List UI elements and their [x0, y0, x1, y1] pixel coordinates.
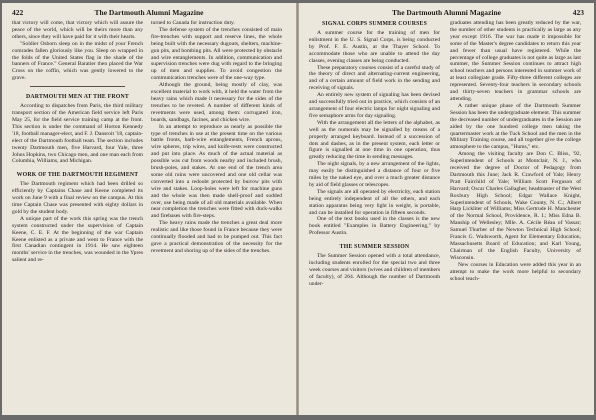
paragraph: One of the text books used in the classes is the new book entitled "Examples in Battery Engineering," by Professor Austin. — [309, 216, 440, 237]
paragraph: The Dartmouth regiment which had been drilled so efficiently by Captains Chase and Keene completed its work on June 9 with a final review on the campus. At this time Captain Chase was presented with eighty dollars in gold by the student body. — [12, 181, 143, 215]
paragraph: A rather unique phase of the Dartmouth Summer Session has been the undergraduate element. This summer the decreased number of undergraduates in the Session are aided by the one hundred college men taking the quartermaster work at the Tuck School and the men in the Military Training course, and all together give the college atmosphere to the campus, "Hums," etc. — [450, 102, 581, 151]
paragraph: A summer course for the training of men for enlistment in the U. S. Signal Corps, is being conducted by Prof. F. E. Austin, at the Thayer School. To accommodate those who are unable to attend the day classes, evening classes are being conducted. — [309, 30, 440, 64]
running-title-right: The Dartmouth Alumni Magazine — [392, 8, 501, 17]
paragraph: graduates attending has been greatly reduced by the war, the number of other students is practically as large as any year except 1916. The war has made it impossible for some of the Master's degree candidates to return this year and fewer than usual have registered. While the percentage of college graduates is not quite as large as last summer, the Summer Session continues to attract high school teachers and persons interested in summer work of at least collegiate grade. Fifty-three different colleges are represented. Seventy-four teachers in secondary schools and thirty-seven teachers in grammar schools are attending. — [450, 20, 581, 102]
right-page — [299, 3, 594, 415]
paragraph: that victory will come, that victory which will assure the peace of the world, which will be theirs more than any others, since they will have paid for it with their hearts. — [12, 20, 143, 40]
right-page-header — [309, 8, 584, 20]
page-number-right: 423 — [572, 8, 584, 17]
left-page-header — [12, 8, 286, 20]
paragraph: Although the ground, being mostly of clay, was excellent material to work with, it held the water from the heavy rains which made it necessary for the sides of the trenches to be reveted. A number of different kinds of revetments were used, among them: corrugated iron, boards, sandbags, facines, and chicken wire. — [151, 82, 282, 123]
paragraph: A unique part of the work this spring was the trench system constructed under the supervision of Captain Keene, C. E. F. At the beginning of the war Captain Keene enlisted as a private and went to France with the first Canadian contingent in 1914. He saw eighteen months' service in the trenches, was wounded in the Ypres salient and re- — [12, 215, 143, 264]
left-page-column-1 — [12, 20, 143, 412]
paragraph: The heavy rains made the trenches a great deal more realistic and like those found in France because they were continually flooded and had to be pumped out. This fact gave a practical demonstration of the necessity for the revetment and shoring up of the sides of the trenches. — [151, 220, 282, 254]
paragraph: New courses in Education were added this year in an attempt to make the work more helpful to secondary school teach- — [450, 261, 581, 282]
left-page-column-2 — [151, 20, 282, 412]
heading-work-of-the-dartmouth-regiment: WORK OF THE DARTMOUTH REGIMENT — [16, 172, 139, 179]
right-page-column-1 — [309, 20, 440, 412]
paragraph: The defense system of the trenches consisted of main fire-trenches with support and reserve lines, the whole being built with the necessary dugouts, shelters, machine-gun pits, and bombing pits. All were protected by obstacle and wire entanglements. In addition, communication and supervision trenches were dug with regard to the bringing up of men and supplies. To avoid congestion the communication trenches were of the one-way type. — [151, 26, 282, 82]
paragraph: turned to Canada for instruction duty. — [151, 20, 235, 26]
left-page — [2, 3, 296, 415]
paragraph: These preparatory courses consist of a careful study of the theory of direct and alternating-current engineering, and of a certain amount of field work in the sending and receiving of signals. — [309, 64, 440, 92]
right-page-column-2 — [450, 20, 581, 412]
paragraph: Among the visiting faculty are Don C. Bliss, '92, Superintendent of Schools at Montclair, N. J., who received the degree of Doctor of Pedagogy from Dartmouth this June; Jack R. Crawford of Yale; Henry Pratt Fairchild of Yale; William Scott Ferguson of Harvard; Oscar Charles Gallagher, headmaster of the West Roxbury High School; Edgar Wallace Knight, Superintendent of Schools, Wake County, N. C.; Albert Harp Lickliter of Williams; Miss Gertrude H. Manchester of the Normal School, Providence, R. I.; Miss Edna B. Manship of Wellesley; Mlle. A. Cécile Réau of Vassar; Samuel Thurber of the Newton Technical High School; Francis G. Wadsworth, Agent for Elementary Education, Massachusetts Board of Education; and Karl Young, Chairman of the English Faculty, University of Wisconsin. — [450, 151, 581, 261]
section-divider — [30, 86, 125, 87]
paragraph: In an attempt to reproduce as nearly as possible the type of trenches in use at the present time on the various battle fronts, barb-wire entanglements, French aprons, wire spheres, trip wires, and knife-rests were constructed and put into place. As much of the actual material as possible was cut from woods nearby and included brush, brush-poles, and stakes. At one end of the trench area some old ruins were uncovered and one old cellar was converted into a redoubt protected by burrow pits with wire and stakes. Loop-holes were left for machine guns and the whole was then made shell-proof and sodded over, use being made of all old materials available. When near completion the trenches were fitted with duck-walks and firebases with fire-steps. — [151, 123, 282, 220]
page-number-left: 422 — [12, 8, 24, 17]
paragraph: "Soldier Osborn sleep on in the midst of your French comrades fallen gloriously like you. Sleep on wrapped in the folds of the United States flag in the shade of the banners of France." General Baratier then placed the War Cross on the coffin, which was gently lowered to the grave. — [12, 40, 143, 82]
running-title-left: The Dartmouth Alumni Magazine — [94, 8, 204, 17]
paragraph: The night signals, by a new arrangement of the lights, may easily be distinguished a distance of four or five miles by the naked eye, and over a much greater distance by aid of field glasses or telescopes. — [309, 161, 440, 188]
paragraph: The signals are all operated by electricity, each station being entirely independent of all the others, and each station apparatus being very light in weight, is portable, and can be installed for operation in fifteen seconds. — [309, 188, 440, 216]
paragraph: An entirely new system of signaling has been devised and successfully tried out in practice, which consists of an arrangement of four electric lamps for night signaling and five semaphore arms for day signaling. — [309, 92, 440, 119]
paragraph: According to dispatches from Paris, the third military transport section of the American field service left Paris May 25, for the field service training camp at the front. This section is under the command of Horton Kennedy '18, football manager-elect, and F. J. Dansroit '18, captain-elect of the Dartmouth football team. The section includes twenty Dartmouth men, five Harvard, four Yale, three Johns Hopkins, two Chicago men, and one man each from Columbia, Williams, and Michigan. — [12, 103, 143, 165]
paragraph: With the arrangement all the letters of the alphabet, as well as the numerals may be signalled by means of a properly arranged keyboard. Instead of a succession of dots and dashes, as in the present system, each letter or figure is signalled at one time in one operation, thus greatly reducing the time in sending messages. — [309, 119, 440, 161]
heading-dartmouth-men-at-the-front: DARTMOUTH MEN AT THE FRONT — [26, 94, 129, 101]
heading-the-summer-session: THE SUMMER SESSION — [339, 244, 410, 251]
paragraph: The Summer Session opened with a total attendance, including students enrolled for the special two and three week courses and visitors (wives and children of members of faculty), of 264. Although the number of Dartmouth under- — [309, 253, 440, 287]
heading-signal-corps-summer-courses: SIGNAL CORPS SUMMER COURSES — [321, 21, 428, 27]
